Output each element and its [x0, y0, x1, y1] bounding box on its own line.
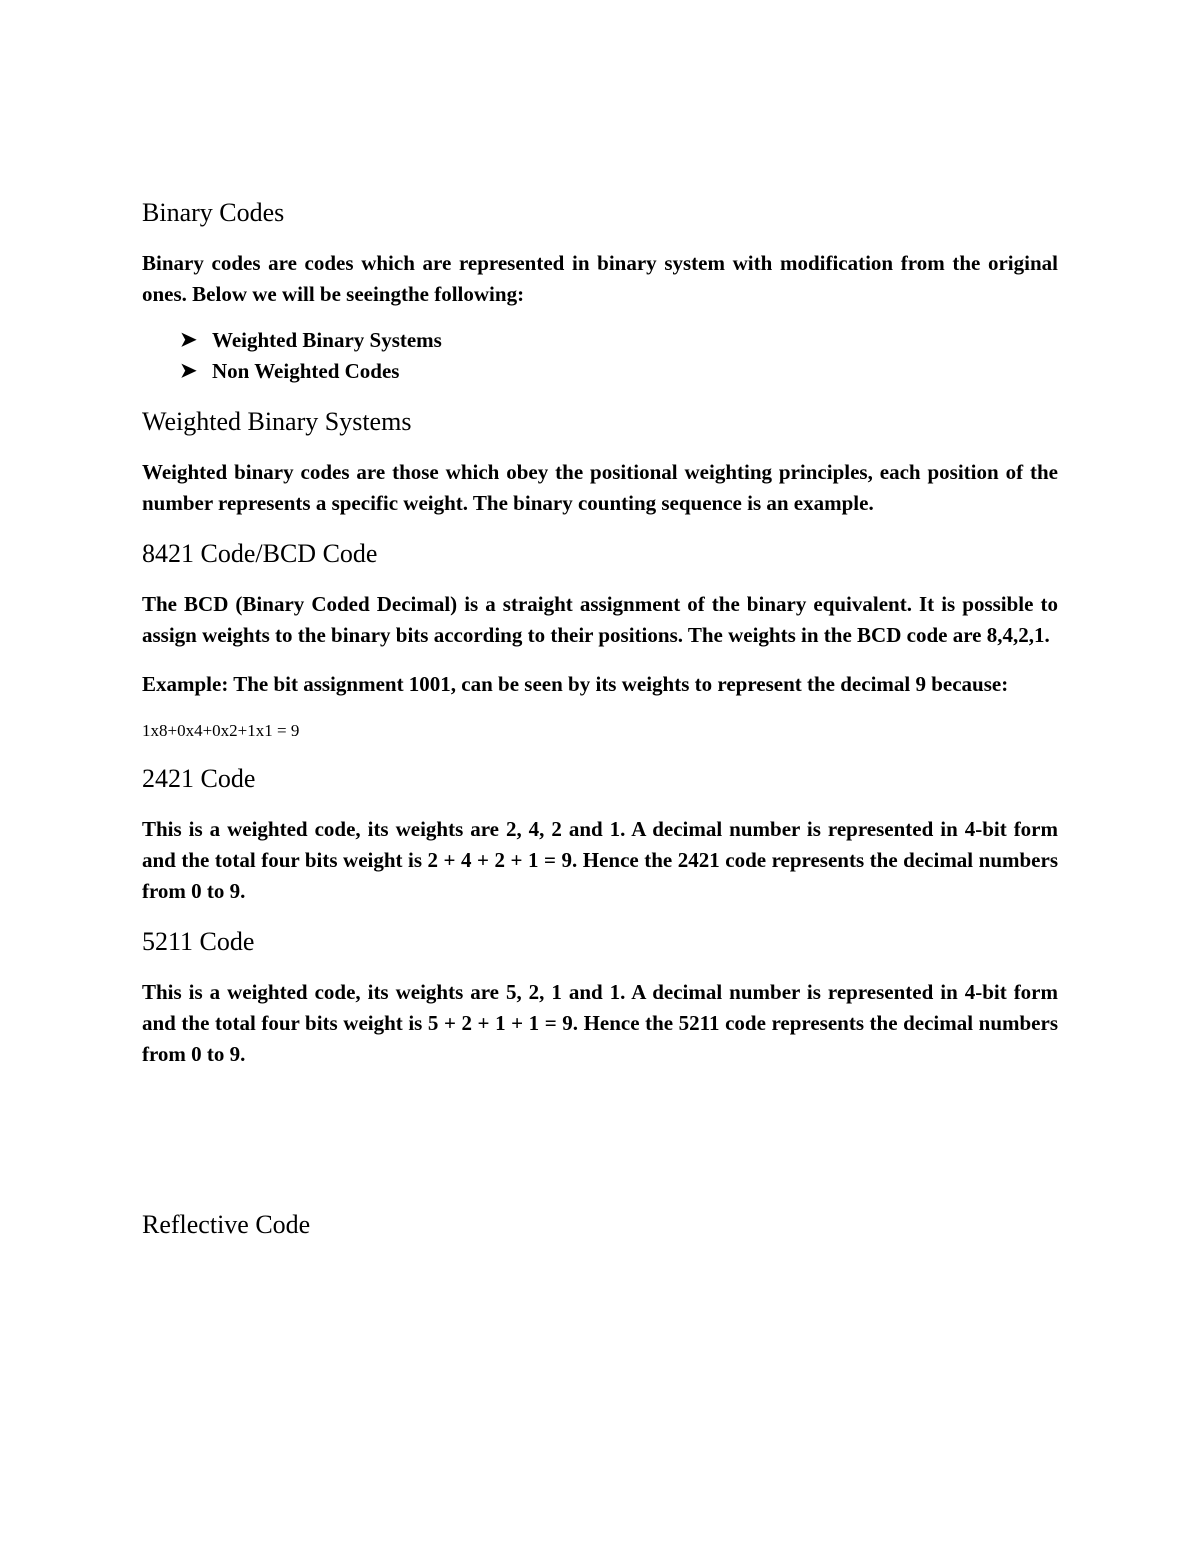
heading-2421-code: 2421 Code [142, 764, 256, 793]
bullet-label: Weighted Binary Systems [212, 328, 442, 352]
heading-5211-code: 5211 Code [142, 927, 255, 956]
heading-binary-codes: Binary Codes [142, 198, 285, 227]
heading-reflective-code: Reflective Code [142, 1210, 311, 1239]
heading-8421-code: 8421 Code/BCD Code [142, 539, 378, 568]
bullet-item [142, 325, 1058, 356]
paragraph-2421-code: This is a weighted code, its weights are 2, 4, 2 and 1. A decimal number is represented in 4-bit form and the total four bits weight is 2 + 4 + 2 + 1 = 9. Hence the 2421 code represents the decimal numbers from 0 to 9. [142, 817, 1058, 903]
arrowhead-bullet-icon: ➤ [180, 360, 197, 382]
paragraph-binary-codes-intro: Binary codes are codes which are represented in binary system with modification from the original ones. Below we will be seeingthe following: [142, 251, 1058, 306]
blank-space [142, 1088, 1058, 1208]
bullet-item [142, 356, 1058, 387]
arrowhead-bullet-icon: ➤ [180, 329, 197, 351]
paragraph-5211-code: This is a weighted code, its weights are 5, 2, 1 and 1. A decimal number is represented in 4-bit form and the total four bits weight is 5 + 2 + 1 + 1 = 9. Hence the 5211 code represents the decimal numbers from 0 to 9. [142, 980, 1058, 1066]
document-body [142, 196, 1058, 1260]
bullet-label: Non Weighted Codes [212, 359, 400, 383]
paragraph-bcd-example: Example: The bit assignment 1001, can be seen by its weights to represent the decimal 9 because: [142, 672, 1009, 696]
paragraph-bcd-definition: The BCD (Binary Coded Decimal) is a straight assignment of the binary equivalent. It is possible to assign weights to the binary bits according to their positions. The weights in the BCD code are 8,4,2,1. [142, 592, 1058, 647]
formula-bcd: 1x8+0x4+0x2+1x1 = 9 [142, 721, 300, 740]
bullet-list [142, 325, 1058, 387]
heading-weighted-binary-systems: Weighted Binary Systems [142, 407, 412, 436]
paragraph-weighted-binary: Weighted binary codes are those which obey the positional weighting principles, each position of the number represents a specific weight. The binary counting sequence is an example. [142, 460, 1058, 515]
